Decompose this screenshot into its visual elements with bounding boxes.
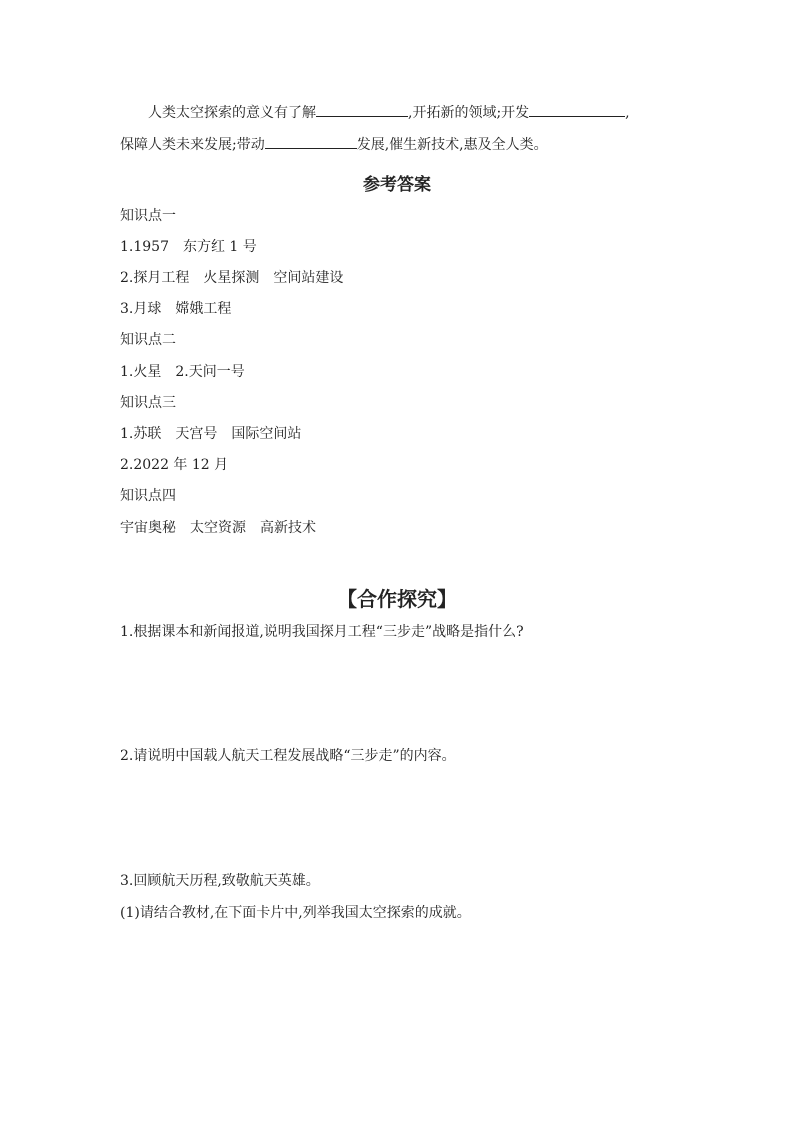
intro-text-1c: ,	[625, 105, 630, 121]
intro-text-2b: 发展,催生新技术,惠及全人类。	[356, 137, 548, 153]
section-title-1: 知识点一	[120, 208, 176, 224]
answer-item: 1.苏联 天宫号 国际空间站	[120, 426, 302, 442]
answer-item: 1.火星 2.天问一号	[120, 364, 245, 380]
answer-item: 3.月球 嫦娥工程	[120, 301, 232, 317]
answer-item: 2.探月工程 火星探测 空间站建设	[120, 270, 344, 286]
fill-blank-2	[529, 102, 625, 117]
answer-item: 1.1957 东方红 1 号	[120, 239, 257, 255]
answer-item: 2.2022 年 12 月	[120, 457, 229, 473]
intro-text-2a: 保障人类未来发展;带动	[120, 137, 265, 153]
intro-line-2	[120, 134, 548, 155]
question-1: 1.根据课本和新闻报道,说明我国探月工程“三步走”战略是指什么?	[120, 624, 524, 640]
section-title-2: 知识点二	[120, 332, 176, 348]
answer-item: 宇宙奥秘 太空资源 高新技术	[120, 520, 316, 536]
intro-line-1	[148, 102, 630, 123]
section-title-4: 知识点四	[120, 488, 176, 504]
question-3: 3.回顾航天历程,致敬航天英雄。	[120, 873, 320, 889]
section-title-3: 知识点三	[120, 395, 176, 411]
intro-text-1b: ,开拓新的领域;开发	[408, 105, 530, 121]
answers-heading: 参考答案	[363, 175, 431, 195]
question-3-part-1: (1)请结合教材,在下面卡片中,列举我国太空探索的成就。	[120, 905, 471, 921]
fill-blank-1	[316, 102, 408, 117]
fill-blank-3	[265, 134, 357, 149]
question-2: 2.请说明中国载人航天工程发展战略“三步走”的内容。	[120, 748, 456, 764]
cooperation-heading: 【合作探究】	[337, 587, 457, 611]
intro-text-1a: 人类太空探索的意义有了解	[148, 105, 316, 121]
